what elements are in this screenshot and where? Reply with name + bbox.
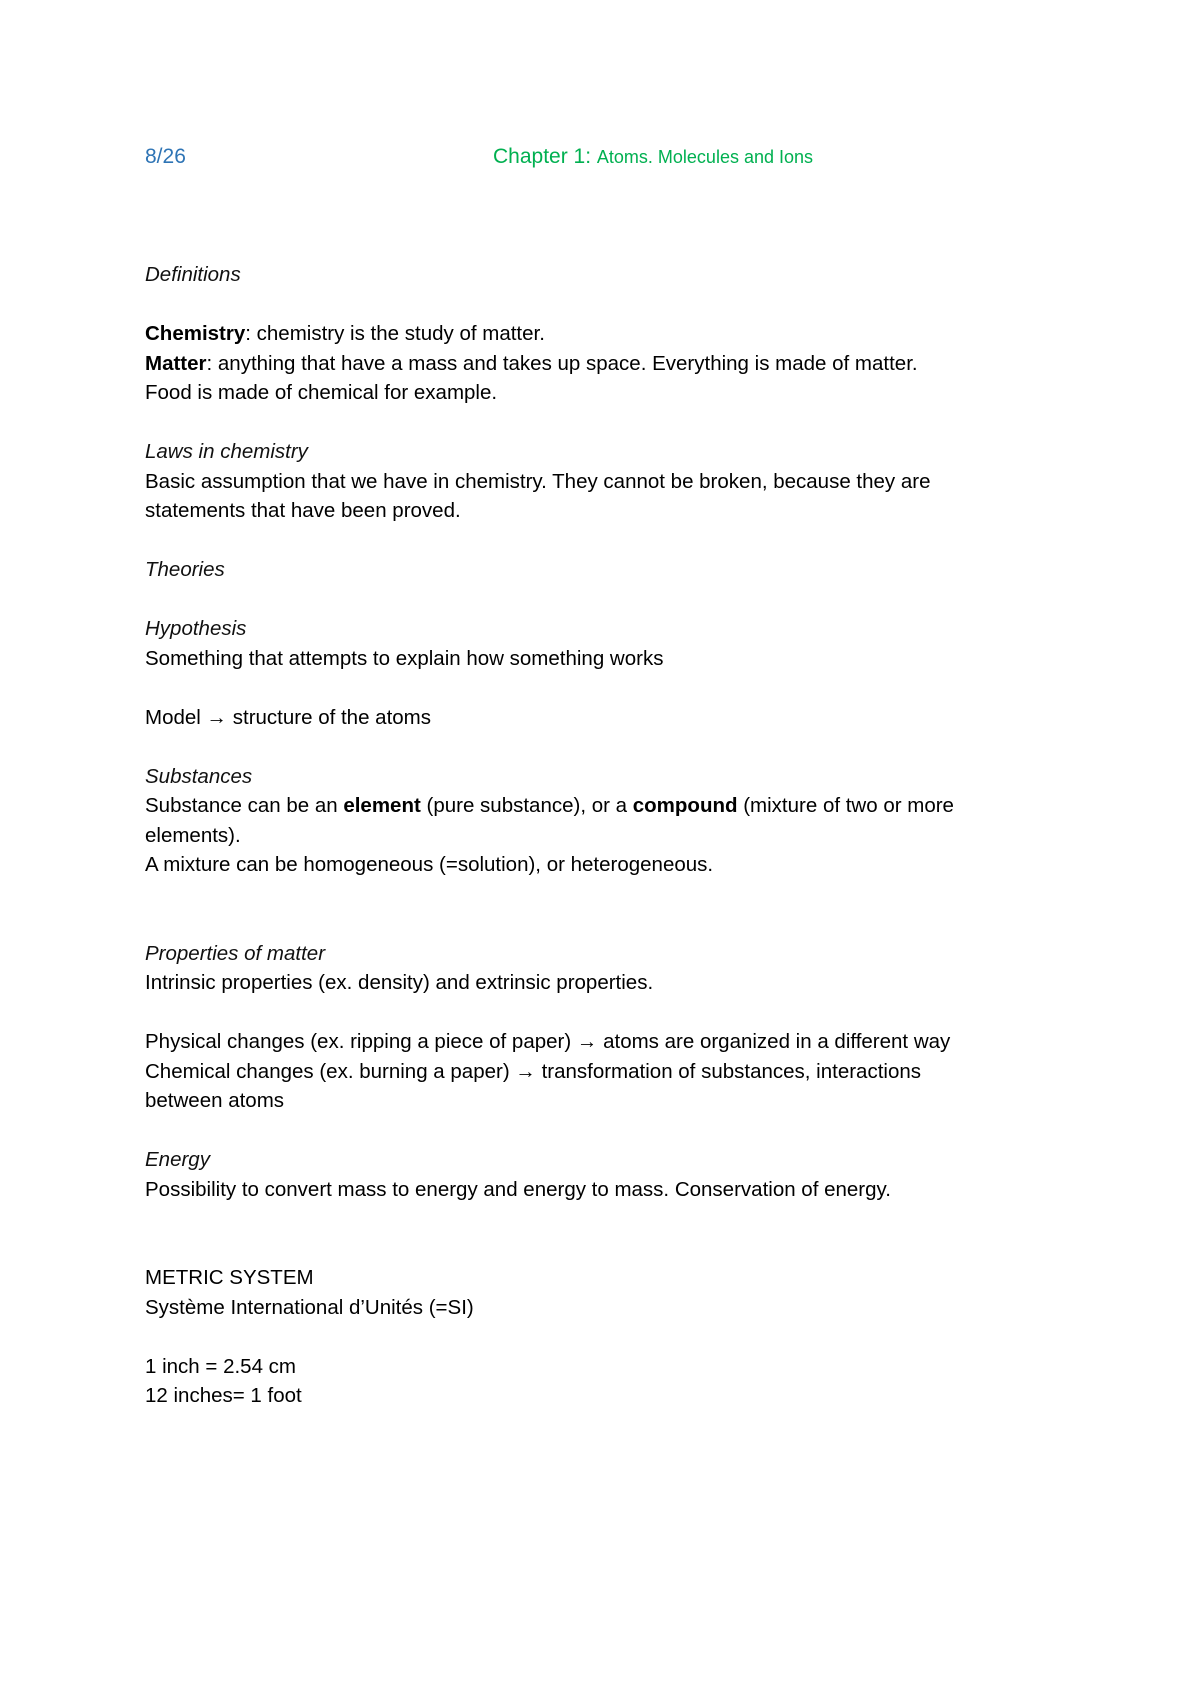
chemical-text-b: transformation of substances, interactions [541, 1059, 922, 1083]
arrow-icon: → [515, 1059, 536, 1083]
model-line [145, 703, 1045, 733]
chemistry-def-text: : chemistry is the study of matter. [245, 322, 545, 345]
laws-line1: Basic assumption that we have in chemistry. They cannot be broken, because they are [145, 469, 931, 493]
chemistry-term: Chemistry [145, 322, 246, 345]
substances-text-b: (pure substance), or a [420, 794, 633, 817]
metric-line1: Système International d’Unités (=SI) [145, 1295, 474, 1319]
page-header [145, 145, 1075, 175]
substances-text-c: (mixture of two or more [737, 794, 954, 817]
matter-def-line2: Food is made of chemical for example. [145, 381, 498, 404]
conversion-2: 12 inches= 1 foot [145, 1384, 302, 1407]
arrow-icon: → [206, 705, 228, 729]
chemical-text-a: Chemical changes (ex. burning a paper) [145, 1059, 510, 1083]
substances-heading: Substances [145, 764, 253, 788]
laws-heading: Laws in chemistry [145, 440, 308, 463]
properties-line1: Intrinsic properties (ex. density) and extrinsic properties. [145, 971, 654, 994]
definitions-heading: Definitions [145, 263, 241, 286]
chemical-changes-line2: between atoms [145, 1089, 285, 1112]
chapter-heading [493, 145, 813, 169]
conversion-1: 1 inch = 2.54 cm [145, 1354, 296, 1378]
chapter-title: Atoms. Molecules and Ions [596, 147, 814, 167]
hypothesis-heading: Hypothesis [145, 617, 247, 640]
arrow-icon: → [576, 1030, 598, 1053]
physical-text-a: Physical changes (ex. ripping a piece of paper) [145, 1030, 572, 1053]
chemistry-definition [145, 319, 1045, 349]
physical-changes-line [145, 1027, 1045, 1057]
metric-heading: METRIC SYSTEM [145, 1266, 314, 1289]
document-body [145, 260, 1045, 1411]
compound-term: compound [632, 794, 738, 817]
substances-text-a: Substance can be an [145, 794, 344, 817]
substances-line1 [145, 791, 1045, 821]
date-label: 8/26 [145, 145, 186, 168]
element-term: element [343, 794, 421, 817]
model-text: structure of the atoms [232, 705, 432, 729]
chemical-changes-line [145, 1057, 1045, 1087]
substances-line2: elements). [145, 823, 241, 847]
matter-definition [145, 349, 1045, 379]
model-label: Model [145, 705, 201, 729]
laws-line2: statements that have been proved. [145, 499, 461, 522]
theories-heading: Theories [145, 558, 225, 581]
matter-term: Matter [145, 351, 207, 375]
properties-heading: Properties of matter [145, 941, 326, 965]
energy-heading: Energy [145, 1148, 210, 1171]
energy-line1: Possibility to convert mass to energy and energy to mass. Conservation of energy. [145, 1177, 891, 1201]
chapter-label: Chapter 1: [493, 145, 592, 168]
substances-line3: A mixture can be homogeneous (=solution), or heterogeneous. [145, 853, 714, 876]
matter-def-text: : anything that have a mass and takes up space. Everything is made of matter. [206, 351, 918, 375]
physical-text-b: atoms are organized in a different way [603, 1030, 951, 1053]
hypothesis-line1: Something that attempts to explain how something works [145, 646, 664, 670]
